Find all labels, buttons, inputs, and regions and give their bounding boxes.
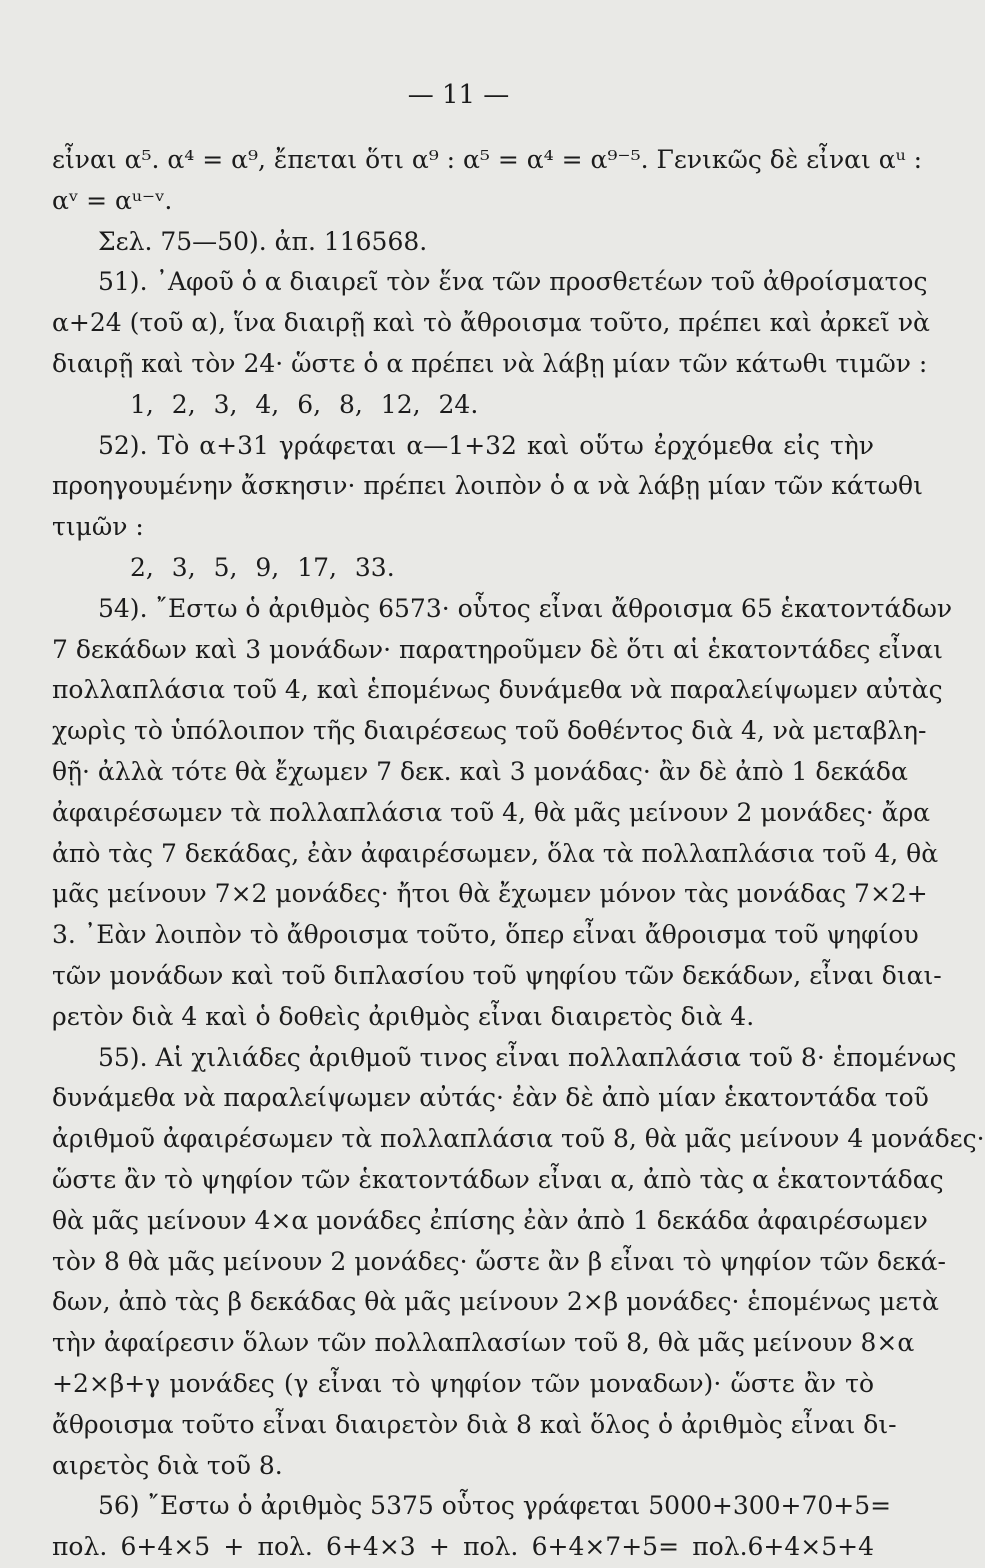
text-line: θῇ· ἀλλὰ τότε θὰ ἔχωμεν 7 δεκ. καὶ 3 μονάδας· ἂν δὲ ἀπὸ 1 δεκάδα [52, 756, 908, 786]
text-line: 2, 3, 5, 9, 17, 33. [130, 552, 395, 582]
text-line: δων, ἀπὸ τὰς β δεκάδας θὰ μᾶς μείνουν 2×β μονάδες· ἑπομένως μετὰ [52, 1287, 939, 1317]
text-line: μᾶς μείνουν 7×2 μονάδες· ἤτοι θὰ ἔχωμεν μόνον τὰς μονάδας 7×2+ [52, 879, 928, 909]
text-line: 56) ῎Εστω ὁ ἀριθμὸς 5375 οὗτος γράφεται 5000+300+70+5= [98, 1491, 892, 1521]
text-line: α+24 (τοῦ α), ἵνα διαιρῇ καὶ τὸ ἄθροισμα τοῦτο, πρέπει καὶ ἀρκεῖ νὰ [52, 308, 930, 338]
text-line: αιρετὸς διὰ τοῦ 8. [52, 1450, 283, 1480]
text-line: ρετὸν διὰ 4 καὶ ὁ δοθεὶς ἀριθμὸς εἶναι διαιρετὸς διὰ 4. [52, 1001, 755, 1031]
text-line: 3. ᾿Εὰν λοιπὸν τὸ ἄθροισμα τοῦτο, ὅπερ εἶναι ἄθροισμα τοῦ ψηφίου [52, 920, 919, 950]
text-line: Σελ. 75—50). ἀπ. 116568. [98, 226, 428, 256]
text-line: δυνάμεθα νὰ παραλείψωμεν αὐτάς· ἐὰν δὲ ἀπὸ μίαν ἑκατοντάδα τοῦ [52, 1083, 929, 1113]
text-line: πολλαπλάσια τοῦ 4, καὶ ἑπομένως δυνάμεθα νὰ παραλείψωμεν αὐτὰς [52, 675, 943, 705]
text-line: 1, 2, 3, 4, 6, 8, 12, 24. [130, 389, 479, 419]
text-line: ἀφαιρέσωμεν τὰ πολλαπλάσια τοῦ 4, θὰ μᾶς μείνουν 2 μονάδες· ἄρα [52, 797, 931, 827]
text-line: τὸν 8 θὰ μᾶς μείνουν 2 μονάδες· ὥστε ἂν β εἶναι τὸ ψηφίον τῶν δεκά- [52, 1246, 946, 1276]
text-line: 7 δεκάδων καὶ 3 μονάδων· παρατηροῦμεν δὲ ὅτι αἱ ἑκατοντάδες εἶναι [52, 634, 943, 664]
text-line: ἀπὸ τὰς 7 δεκάδας, ἐὰν ἀφαιρέσωμεν, ὅλα τὰ πολλαπλάσια τοῦ 4, θὰ [52, 838, 939, 868]
text-line: διαιρῇ καὶ τὸν 24· ὥστε ὁ α πρέπει νὰ λάβῃ μίαν τῶν κάτωθι τιμῶν : [52, 348, 928, 378]
text-line: πολ. 6+4×5 + πολ. 6+4×3 + πολ. 6+4×7+5= πολ.6+4×5+4 [52, 1532, 874, 1562]
text-line: ἄθροισμα τοῦτο εἶναι διαιρετὸν διὰ 8 καὶ ὅλος ὁ ἀριθμὸς εἶναι δι- [52, 1409, 897, 1439]
page-number: — 11 — [407, 80, 510, 110]
page-text [52, 140, 985, 1568]
text-line: αᵛ = αᵘ⁻ᵛ. [52, 185, 173, 215]
text-line: θὰ μᾶς μείνουν 4×α μονάδες ἐπίσης ἐὰν ἀπὸ 1 δεκάδα ἀφαιρέσωμεν [52, 1205, 928, 1235]
text-line: τὴν ἀφαίρεσιν ὅλων τῶν πολλαπλασίων τοῦ 8, θὰ μᾶς μείνουν 8×α [52, 1328, 915, 1358]
text-line: τῶν μονάδων καὶ τοῦ διπλασίου τοῦ ψηφίου τῶν δεκάδων, εἶναι διαι- [52, 960, 942, 990]
text-line: 52). Τὸ α+31 γράφεται α—1+32 καὶ οὕτω ἐρχόμεθα εἰς τὴν [98, 430, 874, 460]
text-line: +2×β+γ μονάδες (γ εἶναι τὸ ψηφίον τῶν μοναδων)· ὥστε ἂν τὸ [52, 1368, 874, 1398]
text-line: 54). ῎Εστω ὁ ἀριθμὸς 6573· οὗτος εἶναι ἄθροισμα 65 ἑκατοντάδων [98, 593, 953, 623]
text-line: προηγουμένην ἄσκησιν· πρέπει λοιπὸν ὁ α νὰ λάβῃ μίαν τῶν κάτωθι [52, 471, 923, 501]
text-line: 55). Αἱ χιλιάδες ἀριθμοῦ τινος εἶναι πολλαπλάσια τοῦ 8· ἑπομένως [98, 1042, 957, 1072]
text-line: εἶναι α⁵. α⁴ = α⁹, ἔπεται ὅτι α⁹ : α⁵ = α⁴ = α⁹⁻⁵. Γενικῶς δὲ εἶναι αᵘ : [52, 145, 923, 174]
text-line: ὥστε ἂν τὸ ψηφίον τῶν ἑκατοντάδων εἶναι α, ἀπὸ τὰς α ἑκατοντάδας [52, 1164, 944, 1194]
text-line: χωρὶς τὸ ὑπόλοιπον τῆς διαιρέσεως τοῦ δοθέντος διὰ 4, νὰ μεταβλη- [52, 716, 927, 746]
text-line: ἀριθμοῦ ἀφαιρέσωμεν τὰ πολλαπλάσια τοῦ 8, θὰ μᾶς μείνουν 4 μονάδες· [52, 1124, 985, 1154]
text-line: 51). ᾿Αφοῦ ὁ α διαιρεῖ τὸν ἕνα τῶν προσθετέων τοῦ ἀθροίσματος [98, 267, 928, 297]
text-line: τιμῶν : [52, 512, 144, 542]
